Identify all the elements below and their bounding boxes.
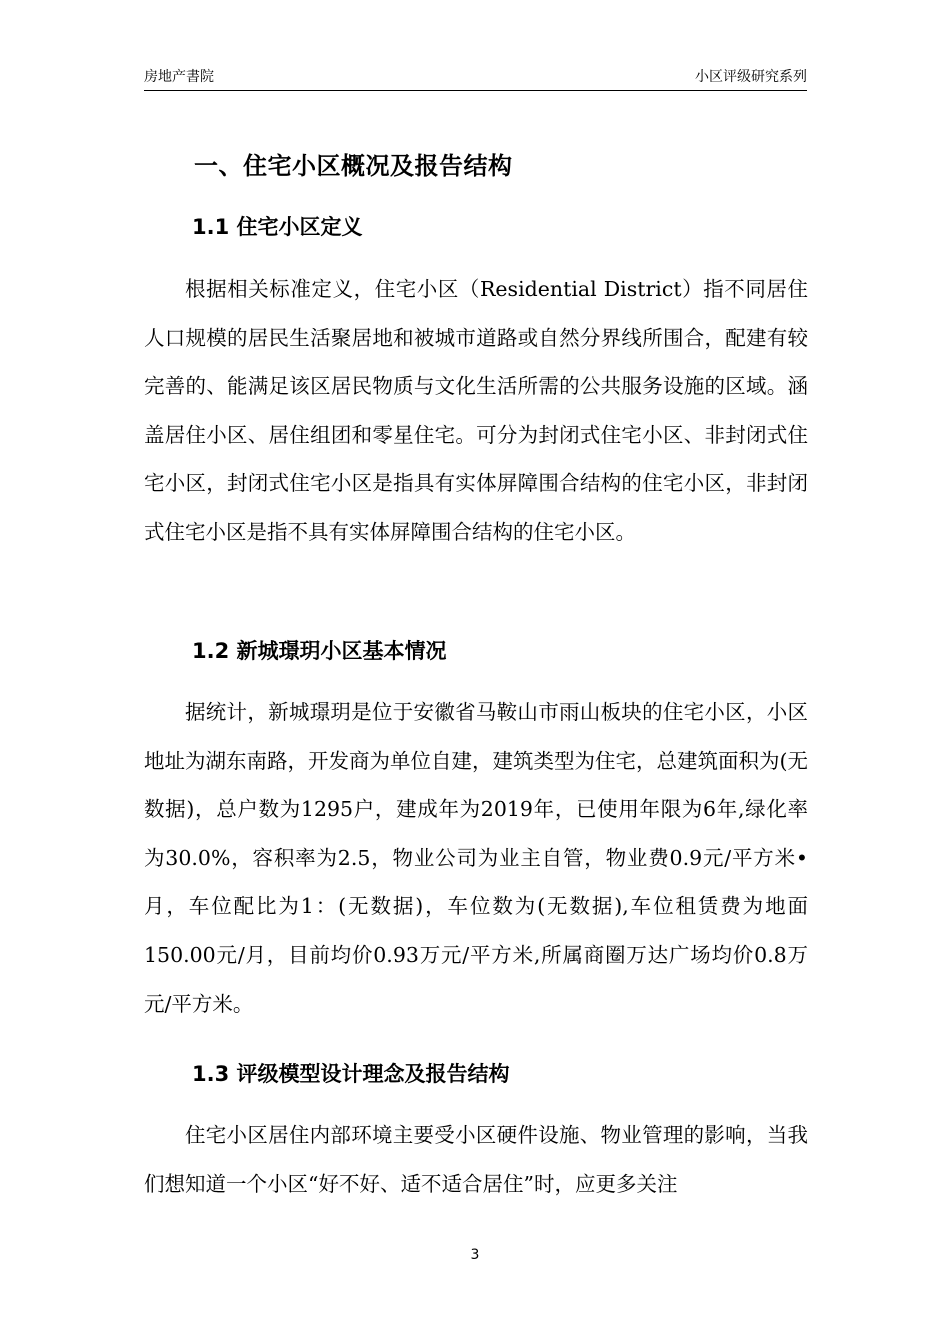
paragraph-1-3: 住宅小区居住内部环境主要受小区硬件设施、物业管理的影响，当我们想知道一个小区“好不好、适不适合居住”时，应更多关注: [144, 1123, 808, 1196]
heading-1-3: 1.3 评级模型设计理念及报告结构: [192, 1062, 510, 1086]
paragraph-1-2: 据统计，新城璟玥是位于安徽省马鞍山市雨山板块的住宅小区，小区地址为湖东南路，开发商为单位自建，建筑类型为住宅，总建筑面积为(无数据)，总户数为1295户，建成年为2019年，已使用年限为6年,绿化率为30.0%，容积率为2.5，物业公司为业主自管，物业费0.9元/平方米•月，车位配比为1：(无数据)，车位数为(无数据),车位租赁费为地面150.00元/月，目前均价0.93万元/平方米,所属商圈万达广场均价0.8万元/平方米。: [144, 700, 808, 1016]
header-publisher: 房地产書院: [144, 69, 214, 85]
heading-1-2: 1.2 新城璟玥小区基本情况: [192, 639, 447, 663]
header-series-title: 小区评级研究系列: [695, 69, 807, 85]
paragraph-1-1: 根据相关标准定义，住宅小区（Residential District）指不同居住人口规模的居民生活聚居地和被城市道路或自然分界线所围合，配建有较完善的、能满足该区居民物质与文化生活所需的公共服务设施的区域。涵盖居住小区、居住组团和零星住宅。可分为封闭式住宅小区、非封闭式住宅小区，封闭式住宅小区是指具有实体屏障围合结构的住宅小区，非封闭式住宅小区是指不具有实体屏障围合结构的住宅小区。: [144, 277, 808, 544]
section-title: 一、住宅小区概况及报告结构: [194, 152, 513, 180]
heading-1-1: 1.1 住宅小区定义: [192, 215, 363, 239]
page-header: [144, 68, 807, 91]
page-number: 3: [470, 1247, 480, 1263]
